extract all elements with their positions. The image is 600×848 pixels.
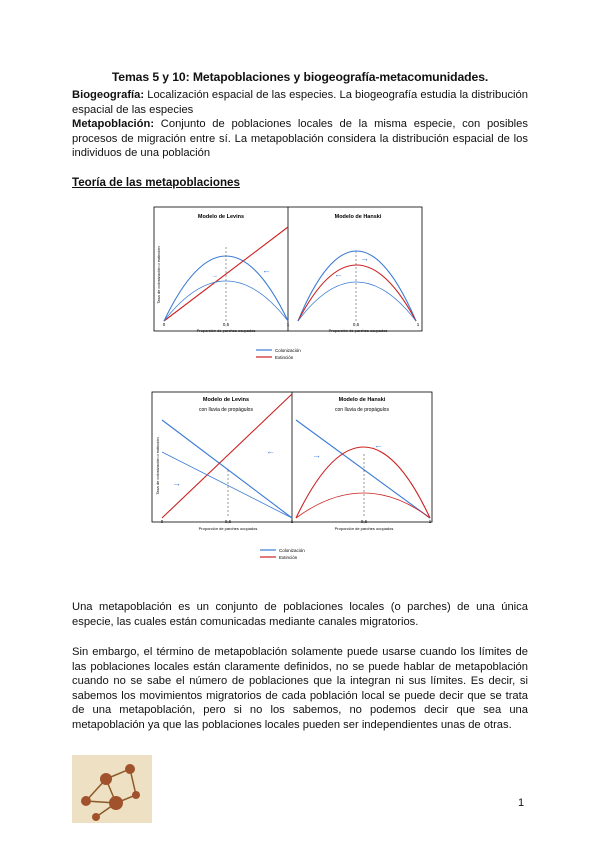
- paragraph-1: Una metapoblación es un conjunto de poblaciones locales (o parches) de una única especie, las cuales están comunicadas mediante canales migratorios.: [72, 601, 528, 628]
- figure2-right-tick-1: 1: [428, 519, 432, 524]
- figure1-right-title: Modelo de Hanski: [334, 214, 382, 220]
- figure2-left-colonization-line: [162, 420, 292, 518]
- document-title: Temas 5 y 10: Metapoblaciones y biogeografía-metacomunidades.: [111, 70, 489, 84]
- figure1-right-tick-1: 1: [416, 322, 420, 327]
- figure2-right-xlabel: Proporción de parches ocupados: [334, 526, 394, 531]
- figure1-left-arrow-right: →: [212, 273, 218, 279]
- figure2-left-tick-0: 0: [160, 519, 164, 524]
- figure1-left-arrow-left: ←: [262, 265, 271, 275]
- figure2-left-subtitle: con lluvia de propágulos: [199, 407, 253, 413]
- definition-biogeografia: [72, 88, 528, 117]
- network-illustration-svg: [72, 755, 152, 823]
- figure1-ylabel: Tasa de colonización o extinción: [156, 246, 161, 304]
- figure1-right-xlabel: Proporción de parches ocupados: [328, 328, 388, 333]
- figure2-left-tick-mid: 0,6: [224, 519, 232, 524]
- figure1-right-arrow-left: ←: [334, 269, 343, 279]
- figure1-right-extinction-curve: [298, 265, 416, 321]
- figure2-legend-colonization: Colonización: [279, 548, 305, 553]
- figure2-legend-extinction: Extinción: [279, 555, 298, 560]
- figure2-right-arrow-right: →: [312, 450, 321, 460]
- paragraph-2: Sin embargo, el término de metapoblación solamente puede usarse cuando los límites de las poblaciones locales están claramente definidos, no se puede hablar de metapoblación cuando no se sabe el número de poblaciones que la integran ni sus límites. Es decir, si sabemos los movimientos migratorios de cada población local se puede decir que se trata de una metapoblación, pero si no los sabemos, no podemos decir que sea una metapoblación ya que las poblaciones locales pueden ser independientes unas de otras.: [72, 646, 528, 731]
- figure1-right-colonization-curve: [298, 251, 416, 321]
- figure2-right-title: Modelo de Hanski: [338, 397, 386, 403]
- figure2-svg: [148, 390, 438, 572]
- figure2-right-colonization-line: [296, 420, 430, 518]
- figure1-right-arrow-right: →: [360, 253, 369, 263]
- page-number: 1: [518, 797, 525, 809]
- figure1-legend-colonization: Colonización: [275, 348, 301, 353]
- definition-metapoblacion-text: Conjunto de poblaciones locales de la misma especie, con posibles procesos de migración entre sí. La metapoblación considera la distribución espacial de los individuos de una población: [72, 118, 528, 160]
- figure2-left-arrow-left: ←: [266, 446, 275, 456]
- definition-metapoblacion: [72, 117, 528, 161]
- figure2-right-arrow-left: ←: [374, 440, 383, 450]
- figure1-left-tick-1: 1: [286, 322, 290, 327]
- figure2-right-subtitle: con lluvia de propágulos: [335, 407, 389, 413]
- figure1-svg: [148, 205, 428, 375]
- figure2-left-tick-1: 1: [290, 519, 294, 524]
- figure2-left-arrow-right: →: [172, 478, 181, 488]
- term-biogeografia: Biogeografía:: [72, 89, 145, 101]
- network-illustration: [72, 755, 152, 823]
- term-metapoblacion: Metapoblación:: [72, 118, 155, 130]
- figure2-left-lower-line: [162, 452, 292, 518]
- figure1-left-tick-0: 0: [162, 322, 166, 327]
- figure1-left-xlabel: Proporción de parches ocupados: [196, 328, 256, 333]
- figure2-left-xlabel: Proporción de parches ocupados: [198, 526, 258, 531]
- figure2-right-lower-curve: [296, 493, 430, 518]
- figure1-right-tick-mid: 0,6: [352, 322, 360, 327]
- figure2-right-tick-mid: 0,6: [360, 519, 368, 524]
- figure-propagule-rain: [148, 390, 438, 572]
- figure1-right-lower-curve: [298, 282, 416, 321]
- figure2-left-title: Modelo de Levins: [202, 397, 250, 403]
- figure1-left-title: Modelo de Levins: [197, 214, 245, 220]
- definition-biogeografia-text: Localización espacial de las especies. La biogeografía estudia la distribución espacial de las especies: [72, 89, 528, 116]
- figure1-left-tick-mid: 0,5: [222, 322, 230, 327]
- figure1-legend-extinction: Extinción: [275, 355, 294, 360]
- section-heading: Teoría de las metapoblaciones: [72, 176, 240, 189]
- figure-levins-hanski: [148, 205, 428, 375]
- figure2-ylabel: Tasa de colonización o extinción: [155, 437, 160, 495]
